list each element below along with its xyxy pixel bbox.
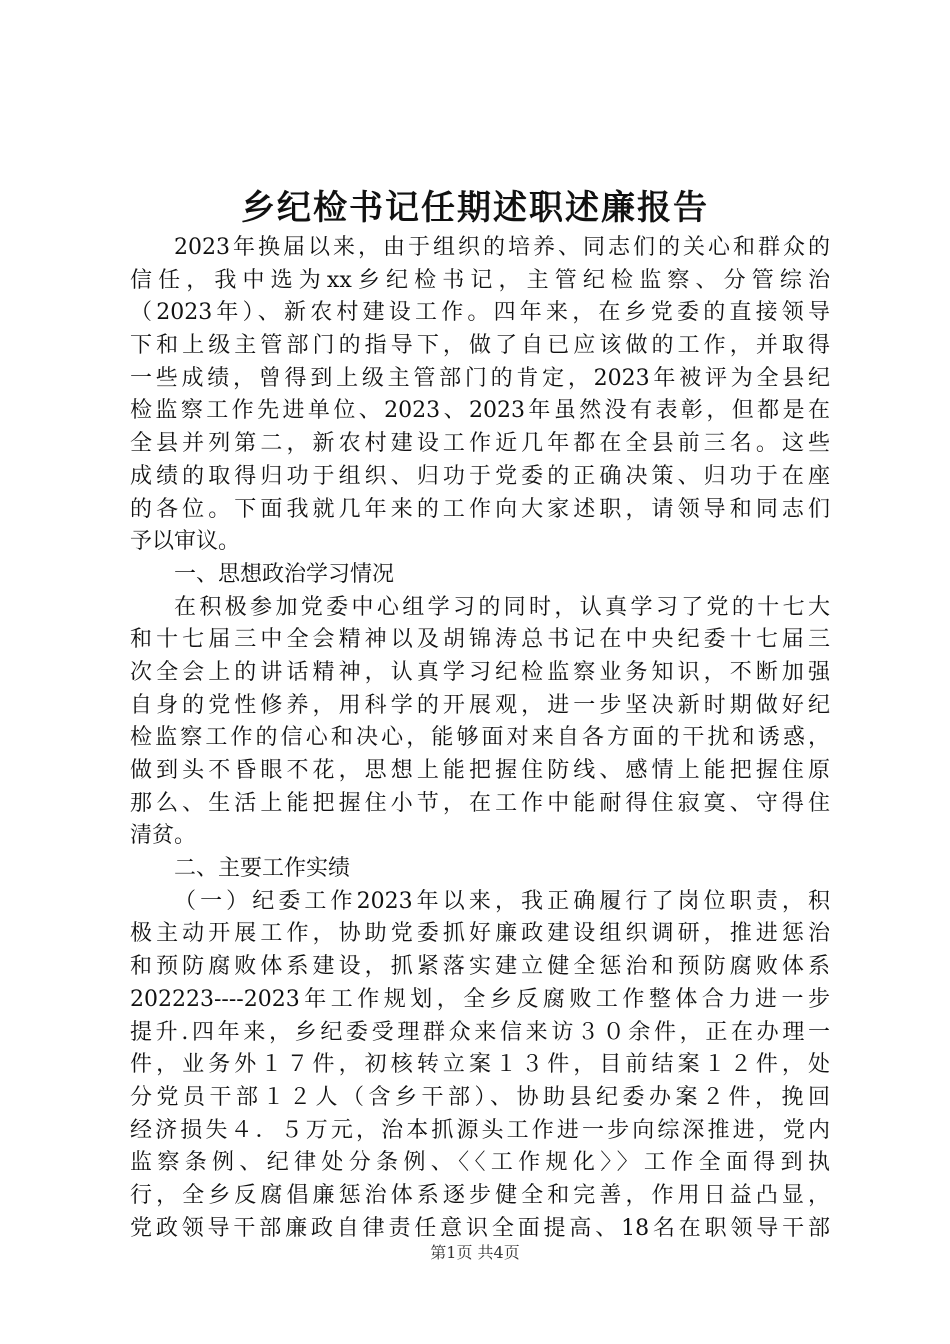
text-line: 一些成绩，曾得到上级主管部门的肯定，2023年被评为全县纪: [130, 365, 830, 391]
document-body: [130, 232, 830, 1245]
text-line: 自身的党性修养，用科学的开展观，进一步坚决新时期做好纪: [130, 692, 830, 718]
section-heading: 一、思想政治学习情况: [174, 561, 395, 587]
text-line: 做到头不昏眼不花，思想上能把握住防线、感情上能把握住原: [130, 758, 830, 783]
text-line: 的各位。下面我就几年来的工作向大家述职，请领导和同志们: [130, 496, 830, 522]
text-line: 信任，我中选为xx乡纪检书记，主管纪检监察、分管综治: [130, 267, 830, 293]
text-line: 和预防腐败体系建设，抓紧落实建立健全惩治和预防腐败体系: [130, 954, 830, 980]
text-line: 在积极参加党委中心组学习的同时，认真学习了党的十七大: [174, 594, 830, 620]
text-line: 提升.四年来，乡纪委受理群众来信来访３０余件，正在办理一: [130, 1019, 830, 1045]
text-line: 件，业务外１７件，初核转立案１３件，目前结案１２件，处: [130, 1052, 830, 1078]
text-line: 那么、生活上能把握住小节，在工作中能耐得住寂寞、守得住: [130, 790, 830, 816]
text-line: 党政领导干部廉政自律责任意识全面提高、18名在职领导干部: [130, 1215, 830, 1241]
text-line: 2023年换届以来，由于组织的培养、同志们的关心和群众的: [174, 235, 830, 260]
text-line: 次全会上的讲话精神，认真学习纪检监察业务知识，不断加强: [130, 659, 830, 685]
text-line: 行，全乡反腐倡廉惩治体系逐步健全和完善，作用日益凸显，: [130, 1182, 830, 1208]
page-footer: 第1页 共4页: [430, 1243, 520, 1262]
text-line: 成绩的取得归功于组织、归功于党委的正确决策、归功于在座: [130, 463, 830, 489]
text-line: 检监察工作先进单位、2023、2023年虽然没有表彰，但都是在: [130, 398, 830, 424]
text-line: 全县并列第二，新农村建设工作近几年都在全县前三名。这些: [130, 431, 830, 457]
text-line: （一）纪委工作2023年以来，我正确履行了岗位职责，积: [174, 888, 830, 914]
text-line: 分党员干部１２人（含乡干部）、协助县纪委办案２件，挽回: [130, 1084, 830, 1110]
text-line: 和十七届三中全会精神以及胡锦涛总书记在中央纪委十七届三: [130, 627, 830, 653]
text-line: 予以审议。: [130, 529, 241, 555]
text-line: 202223----2023年工作规划，全乡反腐败工作整体合力进一步: [130, 986, 830, 1012]
page-title: 乡纪检书记任期述职述廉报告: [241, 188, 709, 228]
text-line: 极主动开展工作，协助党委抓好廉政建设组织调研，推进惩治: [130, 921, 830, 947]
text-line: 检监察工作的信心和决心，能够面对来自各方面的干扰和诱惑，: [130, 725, 830, 751]
text-line: 下和上级主管部门的指导下，做了自已应该做的工作，并取得: [130, 333, 830, 359]
text-line: （2023年）、新农村建设工作。四年来，在乡党委的直接领导: [130, 300, 830, 326]
section-heading: 二、主要工作实绩: [174, 856, 351, 882]
text-line: 清贫。: [130, 823, 197, 849]
text-line: 监察条例、纪律处分条例、〈〈工作规化〉〉工作全面得到执: [130, 1150, 830, 1176]
text-line: 经济损失４．５万元，治本抓源头工作进一步向综深推进，党内: [130, 1117, 830, 1143]
